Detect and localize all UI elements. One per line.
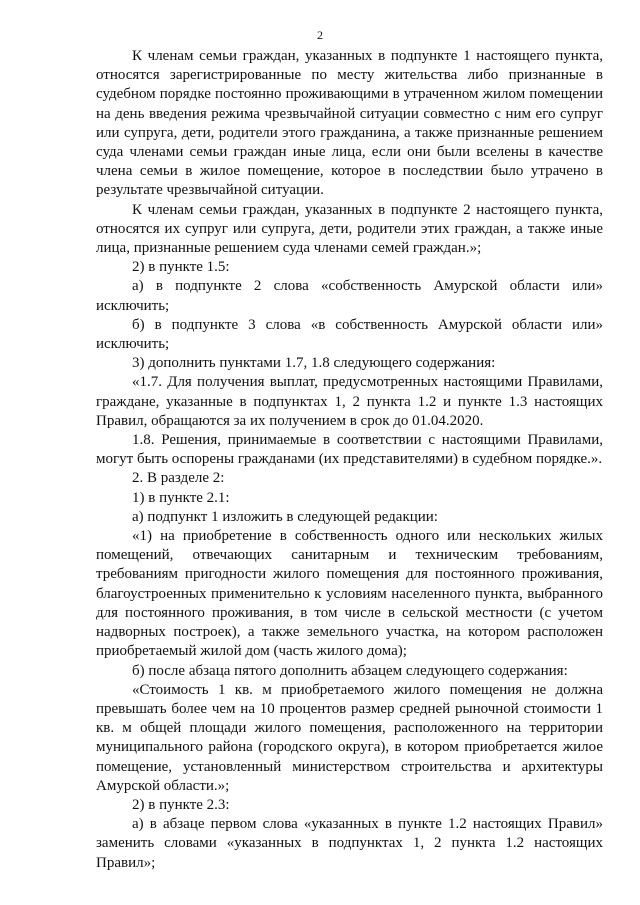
- paragraph-1-8: 1.8. Решения, принимаемые в соответствии с настоящими Правилами, могут быть оспорены гражданами (их представителями) в судебном порядке.».: [96, 432, 603, 468]
- paragraph-item-2-1: 1) в пункте 2.1:: [132, 489, 230, 506]
- paragraph-subitem-a: а) в подпункте 2 слова «собственность Амурской области или» исключить;: [96, 278, 603, 314]
- page-number: 2: [317, 28, 323, 42]
- paragraph-section-2: 2. В разделе 2:: [132, 470, 225, 487]
- paragraph-subitem-a-2: а) подпункт 1 изложить в следующей редакции:: [132, 508, 438, 525]
- paragraph-item-2: 2) в пункте 1.5:: [132, 259, 230, 276]
- paragraph-1-7: «1.7. Для получения выплат, предусмотренных настоящими Правилами, граждане, указанные в подпунктах 1, 2 пункта 1.2 и пункте 1.3 настоящих Правил, обращаются за их получением в срок до 01.04.2020.: [96, 374, 603, 429]
- paragraph-cost: «Стоимость 1 кв. м приобретаемого жилого помещения не должна превышать более чем на 10 процентов размер средней рыночной стоимости 1 кв. м общей площади жилого помещения, расположенного на территории муниципального района (городского округа), в котором приобретается жилое помещение, установленный министерством строительства и архитектуры Амурской области.»;: [96, 681, 603, 794]
- paragraph-purchase: «1) на приобретение в собственность одного или нескольких жилых помещений, отвечающих санитарным и техническим требованиям, требованиям пригодности жилого помещения для постоянного проживания, благоустроенных применительно к условиям населенного пункта, выбранного для постоянного проживания, в том числе в сельской местности (с учетом надворных построек), а также земельного участка, на котором расположен приобретаемый жилой дом (часть жилого дома);: [96, 528, 603, 660]
- paragraph-subitem-b: б) в подпункте 3 слова «в собственность Амурской области или» исключить;: [96, 316, 603, 353]
- paragraph-item-2-3: 2) в пункте 2.3:: [132, 796, 230, 813]
- paragraph-family-members-1: К членам семьи граждан, указанных в подпункте 1 настоящего пункта, относятся зарегистрированные по месту жительства либо признанные в судебном порядке постоянно проживающими в утраченном жилом помещении на день введения режима чрезвычайной ситуации совместно с ним его супруг или супруга, дети, родители этого гражданина, а также признанные решением суда членами семьи граждан иные лица, если они были вселены в качестве члена семьи в жилое помещение, которое в последствии было утрачено в результате чрезвычайной ситуации.: [96, 48, 603, 199]
- paragraph-item-3: 3) дополнить пунктами 1.7, 1.8 следующего содержания:: [132, 355, 496, 372]
- paragraph-subitem-b-2: б) после абзаца пятого дополнить абзацем следующего содержания:: [132, 662, 568, 679]
- paragraph-subitem-a-3: а) в абзаце первом слова «указанных в пункте 1.2 настоящих Правил» заменить словами «указанных в подпунктах 1, 2 пункта 1.2 настоящих Правил»;: [96, 816, 603, 871]
- document-body: [96, 47, 603, 873]
- paragraph-family-members-2: К членам семьи граждан, указанных в подпункте 2 настоящего пункта, относятся их супруг или супруга, дети, родители этих граждан, а также иные лица, признанные решением суда членами семей граждан.»;: [96, 201, 603, 257]
